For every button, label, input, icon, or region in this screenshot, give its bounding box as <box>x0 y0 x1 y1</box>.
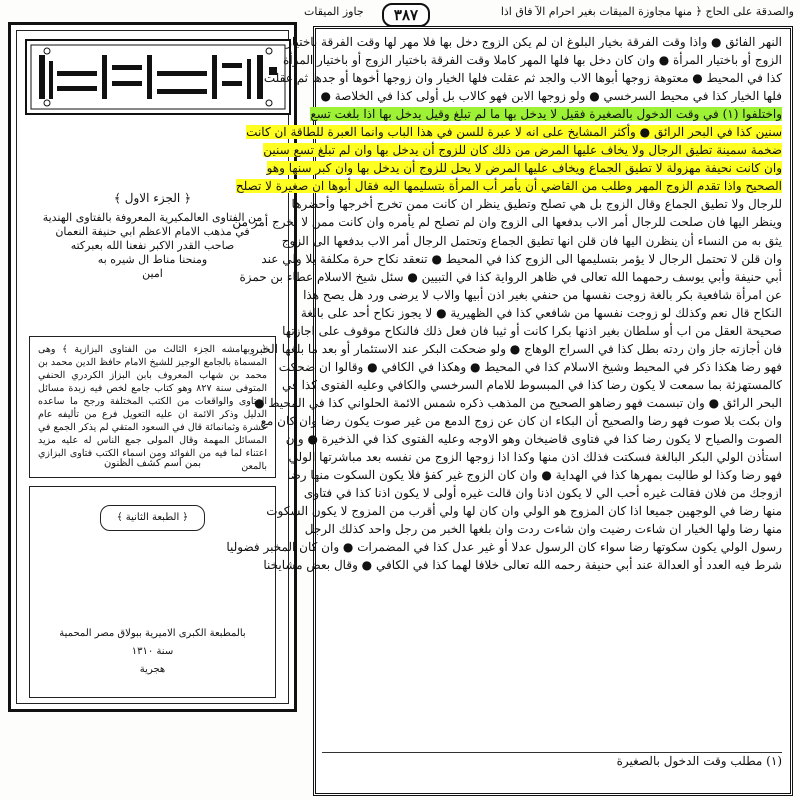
text-line-content: منها رضا ولها الخيار ان شاءت رضيت وان شاءت ردت وان بلغها الخبر من رجل واحد كذلك الرجل <box>304 522 782 537</box>
text-line <box>263 141 782 159</box>
title-line-4: ومنحنا مناط ال شيره به <box>97 253 208 266</box>
text-line <box>260 412 782 430</box>
press-line-3: هجرية <box>139 664 166 675</box>
press-line-1: بالمطبعة الكبرى الاميرية ببولاق مصر المحمية <box>59 628 246 639</box>
text-line-content: كذا في المحيط ● معتوهة زوجها أبوها الاب والجد ثم عقلت فلها الخيار وان زوجها أخوها أو جدها ثم عقلت <box>263 71 782 86</box>
text-line-content: ضخمة سمينة تطيق الرجال ولا يخاف عليها المرض من ذلك كان للزوج أن يدخل بها وان لم تبلغ تسع سنين <box>263 143 782 158</box>
title-line-5: امين <box>142 267 163 280</box>
footnote <box>322 752 782 789</box>
text-line <box>310 105 782 123</box>
text-line-content: وان كانت نحيفة مهزولة لا تطيق الجماع ويخاف عليها المرض لا يحل للزوج أن يدخل بها وان كبر سنها وهو <box>266 161 782 176</box>
text-line <box>239 268 782 286</box>
text-line <box>288 448 782 466</box>
text-line <box>246 123 782 141</box>
commentary-end: بمن اسم كشف الظنون <box>103 458 202 469</box>
commentary-text: ﴿ وبهامشه الجزء الثالث من الفتاوى البزازية ﴾ وهى المسماة بالجامع الوجيز للشيخ الامام حافظ الدين محمد بن محمد بن شهاب المعروف بابن البزاز الكردري الحنفي المتوفى سنة ٨٢٧ وهو كتاب جامع لخص فيه زبدة مسائل الفتاوى والواقعات من الكتب المختلفة ورجح ما ساعده الدليل وذكر الائمة ان عليه التعويل فرع من تأليفه عام عشرة وثمانمائة قال في السعود المتقي لم يذكر الجمع في المسائل المهمة وقال المولى جمع الناس له عليه مزيد اعتناء لما فيه من الفوائد ومن اسماء الكتب فتاوى البزازي بالمعن <box>38 344 267 472</box>
text-line-content: الزوج أو باختيار المرأة ● وان كان دخل بها فلها المهر كاملا وقت الفرقة باختيار الزوج أو باختيار المرأة <box>283 53 782 68</box>
text-line <box>235 177 782 195</box>
text-line-content: فان أجازته جاز وان ردته بطل كذا في السراج الوهاج ● ولو ضحكت البكر عند الاستئمار أو بعد ما بلغها الخبر <box>252 341 782 356</box>
text-line-content: فلها الخيار كذا في محيط السرخسي ● ولو زوجها الابن فهو كالاب بل أولى كذا في الخلاصة ● <box>320 89 782 104</box>
ornamental-basmala <box>25 39 291 115</box>
text-line <box>283 51 782 69</box>
text-line <box>266 502 782 520</box>
text-line-content: وان قلن لا تحتمل الرجال لا يؤمر بتسليمها الى الزوج كذا في المحيط ● تنعقد نكاح حرة مكلفة بلا ولي عند <box>261 251 782 266</box>
text-line-content: فهو رضا وكذا لو طالبت بمهرها كذا في الهداية ● وان كان الزوج غير كفؤ فلا يكون السكوت منها رضا <box>286 468 782 483</box>
text-line <box>282 322 782 340</box>
title-line-1: من الفتاوى العالمكيرية المعروفة بالفتاوى الهندية <box>42 211 263 224</box>
text-line-content: ازوجك من فلان فقالت غيره أحب الي لا يكون اذنا وان قالت غيره أولى لا يكون اذنا كذا في فتاوى <box>303 486 782 501</box>
text-line <box>252 340 782 358</box>
text-line-content: للرجال ولا تطيق الجماع وقال الزوج بل هي تصلح وتطيق ينظر ان كانت ممن تخرج أخرجها وأحضرها <box>291 197 782 212</box>
text-line <box>263 556 782 574</box>
text-line-content: صحيحة العقل من اب أو سلطان بغير اذنها بكرا كانت أو ثيبا فان فعل ذلك فالنكاح موقوف على اجازتها <box>282 323 782 338</box>
header-left-text: جاوز الميقات <box>304 5 364 18</box>
text-line-content: منها رضا في الوجهين جميعا اذا كان المزوج هو الولي وان كان لها ولي أقرب من المزوج لا يكون السكوت <box>266 504 782 519</box>
text-line <box>266 159 782 177</box>
text-line <box>291 195 782 213</box>
text-line-content: الصوت والصياح لا يكون رضا كذا في فتاوى قاضيخان وهو الاوجه وعليه الفتوى كذا في الذخيرة ● وان <box>285 432 782 447</box>
text-line <box>303 484 782 502</box>
page-number: ٣٨٧ <box>382 3 430 27</box>
text-line-content: فهو رضا هكذا ذكر في المحيط وشيخ الاسلام كذا في المحيط ● وهكذا في الكافي ● وقالوا ان ضحكت <box>278 359 782 374</box>
text-line <box>300 304 782 322</box>
text-line <box>303 286 782 304</box>
commentary-box <box>29 336 276 478</box>
text-line-content: وينظر اليها فان صلحت للرجال أمر الاب بدفعها الى الزوج وان لم تصلح لم يأمره وان كانت ممن لا تخرج أمر من <box>232 215 782 230</box>
text-line-content: واختلفوا (١) في وقت الدخول بالصغيرة فقيل لا يدخل بها ما لم تبلغ وقيل يدخل بها اذا بلغت تسع <box>310 107 782 122</box>
text-line-content: الصحيح واذا تقدم الزوج المهر وطلب من القاضي أن يأمر أب المرأة بتسليمها اليه فقال أبوها ان صغيرة لا تصلح <box>235 179 782 194</box>
text-line-content: يثق به من النساء أن ينظرن اليها فان قلن انها تطيق الجماع وتحتمل الرجال أمر الاب بدفعها الى الزوج <box>281 233 782 248</box>
text-line <box>281 232 782 250</box>
title-line-2: في مذهب الامام الاعظم ابي حنيفة النعمان <box>55 225 250 238</box>
text-line <box>232 213 782 231</box>
basmala-ornament-icon <box>27 41 289 113</box>
volume-label: ﴿ الجزء الاول ﴾ <box>113 191 192 205</box>
text-line-content: سنين كذا في البحر الرائق ● وأكثر المشايخ على انه لا عبرة للسن في هذا الباب وانما العبرة للطاقة ان كانت <box>246 125 782 140</box>
header-right-text: والصدقة على الحاج ﴿ منها مجاوزة الميقات بغير احرام الآ فاق اذا <box>500 5 794 18</box>
text-line-content: وان بكت بلا صوت فهو رضا والصحيح أن البكاء ان كان عن زوج الدمع من غير صوت يكون رضا وان كان مع <box>260 413 782 428</box>
edition-tag: ﴿ الطبعة الثانية ﴾ <box>100 505 205 531</box>
title-line-3: صاحب القدر الاكبر نفعنا الله بعبركته <box>70 239 235 252</box>
text-line-content: أبي حنيفة وأبي يوسف رحمهما الله تعالى في ظاهر الرواية كذا في التبيين ● سئل شيخ الاسلام عطاء بن حمزة <box>239 269 782 284</box>
edition-box <box>29 486 276 698</box>
press-line-2: سنة ١٣١٠ <box>131 646 174 657</box>
text-line <box>282 376 782 394</box>
text-line <box>254 394 782 412</box>
text-line <box>226 538 782 556</box>
text-line-content: رسول الولي يكون سكوتها رضا سواء كان الرسول عدلا أو غير عدل كذا في المضمرات ● وان كان المخبر فضوليا <box>226 540 782 555</box>
main-text-frame <box>226 26 793 796</box>
text-line <box>286 33 782 51</box>
text-line-content: شرط فيه العدد أو العدالة عند أبي حنيفة رحمه الله تعالى خلافا لهما كذا في الكافي ● وقال بعض مشايخنا <box>263 558 782 573</box>
text-line-content: النهر الفائق ● واذا وقت الفرقة بخيار البلوغ ان لم يكن الزوج دخل بها فلا مهر لها وقت الفرقة باختيار <box>286 35 782 49</box>
footnote-line: (١) مطلب وقت الدخول بالصغيرة <box>616 754 782 768</box>
text-line <box>322 87 782 105</box>
text-line <box>263 69 782 87</box>
text-line-content: استأذن الولي البكر البالغة فسكتت فذلك اذن منها وكذا اذا زوجها الزوج من نفسه بعد مباشرتها الولي <box>288 450 782 465</box>
text-line <box>285 430 782 448</box>
text-line <box>278 358 782 376</box>
text-line <box>304 520 782 538</box>
page-header <box>300 0 800 26</box>
text-line <box>286 466 782 484</box>
main-text-body <box>226 33 782 755</box>
text-line-content: كالمستهزئة بما سمعت لا يكون رضا كذا في المبسوط للامام السرخسي والكافي وعليه الفتوى كذا في <box>282 377 782 392</box>
text-line-content: النكاح قال نعم وكذلك لو زوجت نفسها من شافعي كذا في الظهيرية ● لا يجوز نكاح أحد على بالغة <box>300 305 782 320</box>
text-line <box>261 250 782 268</box>
text-line-content: عن امرأة شافعية بكر بالغة زوجت نفسها من حنفي بغير اذن أبيها والاب لا يرضى ورد هل يصح هذا <box>303 287 782 302</box>
text-line-content: البحر الرائق ● وان تبسمت فهو رضاهو الصحيح من المذهب ذكره شمس الائمة الحلواني كذا في المحيط ● <box>254 395 782 410</box>
